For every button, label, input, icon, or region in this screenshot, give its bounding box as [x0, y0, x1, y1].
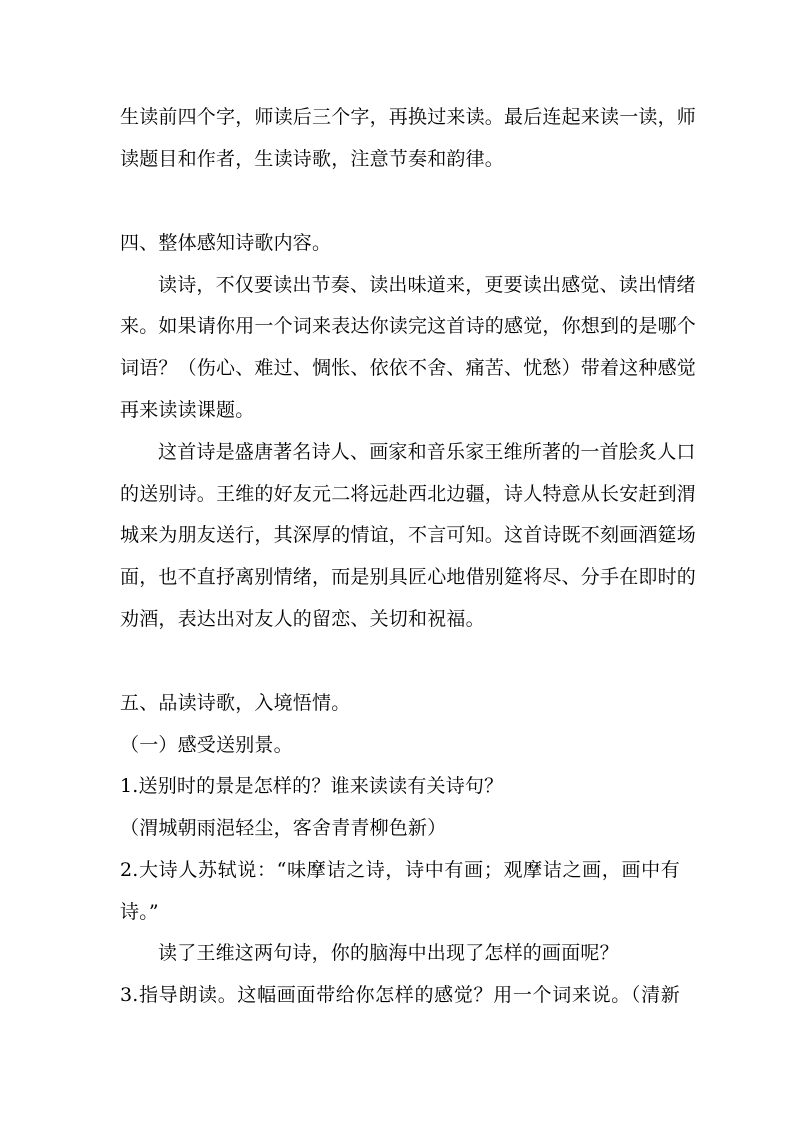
section-heading-5: 五、品读诗歌，入境悟情。	[120, 692, 351, 714]
subheading-1: （一）感受送别景。	[120, 734, 293, 756]
paragraph2-line-5: 劝酒，表达出对友人的留恋、关切和祝福。	[120, 608, 485, 630]
text-line-2: 读题目和作者，生读诗歌，注意节奏和韵律。	[120, 148, 505, 170]
list-item-2: 2.大诗人苏轼说：“味摩诘之诗，诗中有画；观摩诘之画，画中有	[120, 859, 680, 881]
poem-quote-line: （渭城朝雨浥轻尘，客舍青青柳色新）	[120, 817, 447, 839]
paragraph-line-1: 读诗，不仅要读出节奏、读出味道来，更要读出感觉、读出情绪	[158, 274, 696, 296]
section-heading-4: 四、整体感知诗歌内容。	[120, 232, 332, 254]
list-item-1: 1.送别时的景是怎样的？谁来读读有关诗句？	[120, 775, 504, 797]
list-item-2-end: 诗。”	[120, 901, 159, 923]
paragraph2-line-4: 面，也不直抒离别情绪，而是别具匠心地借别筵将尽、分手在即时的	[120, 566, 697, 588]
paragraph-line-3: 词语？（伤心、难过、惆怅、依依不舍、痛苦、忧愁）带着这种感觉	[120, 357, 697, 379]
question-line: 读了王维这两句诗，你的脑海中出现了怎样的画面呢？	[158, 942, 619, 964]
paragraph2-line-3: 城来为朋友送行，其深厚的情谊，不言可知。这首诗既不刻画酒筵场	[120, 524, 697, 546]
paragraph-line-4: 再来读读课题。	[120, 399, 255, 421]
paragraph2-line-1: 这首诗是盛唐著名诗人、画家和音乐家王维所著的一首脍炙人口	[158, 441, 696, 463]
text-line-1: 生读前四个字，师读后三个字，再换过来读。最后连起来读一读，师	[120, 106, 697, 128]
paragraph-line-2: 来。如果请你用一个词来表达你读完这首诗的感觉，你想到的是哪个	[120, 315, 697, 337]
list-item-3: 3.指导朗读。这幅画面带给你怎样的感觉？用一个词来说。（清新	[120, 984, 680, 1006]
paragraph2-line-2: 的送别诗。王维的好友元二将远赴西北边疆，诗人特意从长安赶到渭	[120, 483, 697, 505]
